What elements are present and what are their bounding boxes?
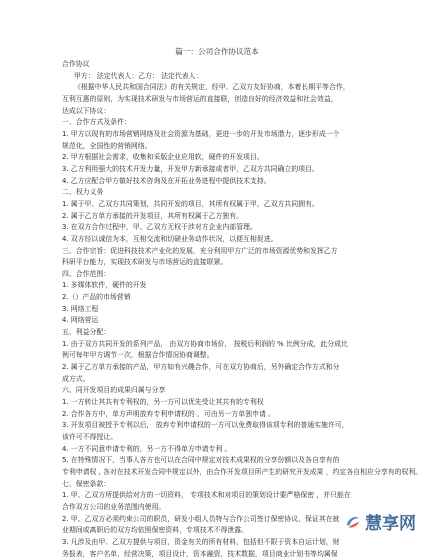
document-line: 成方式。 <box>62 374 90 383</box>
document-line: 五、利益分配： <box>62 328 111 337</box>
document-line: 3. 凡涉及由甲、乙双方提供与项目，资金有关的所有材料，包括但不限于资本自运计划，财 <box>62 537 340 546</box>
swoosh-logo-icon <box>344 513 362 531</box>
document-line: 甲方： 法定代表人：乙方： 法定代表人： <box>74 71 203 80</box>
document-line: 2.（）产品的市场营销 <box>62 293 131 302</box>
document-line: 1. 一方转让其共有专利权的，另一方可以优先受让其共有的专利权 <box>62 398 264 407</box>
document-line: 4. 双方经以诚信为本，互相交流和切磋业务动作状况，以便互相促进。 <box>62 234 278 243</box>
document-line: 2. 合作各方中，单方声明放弃专利申请权的 ，可由另一方单独申请 。 <box>62 409 275 418</box>
document-line: 3. 开发项目被授予专利以后， 放弃专利申请权的一方可以免费取得该项专利的普通实施许可， <box>62 421 349 430</box>
document-line: 该许可不得授让。 <box>62 433 118 441</box>
document-line: 1. 甲、乙双方所提供给对方的一切资料， 专项技术和对项目的策划设计要严格保密 ，并只能在 <box>62 491 351 500</box>
document-line: 2. 属于乙方单方承接的开发项目，其所有权属于乙方独有。 <box>62 211 244 220</box>
document-line: 3. 在双方合作过程中，甲、乙双方无权干涉对方企业内部管理。 <box>62 223 257 232</box>
document-line: 3. 网络工程 <box>62 304 99 313</box>
document-line: 1. 属于甲、乙双方共同策划，共同开发的项目，其所有权属于甲，乙双方共同拥有。 <box>62 199 319 208</box>
document-title: 篇一：公司合作协议范本 <box>175 47 259 56</box>
document-line: 1. 由于双方共同开发的系列产品， 由双方协商市场价， 按税后利润的 % 比例分成，此分成比 <box>62 339 348 348</box>
document-line: 2. 甲、乙双方必须约束公司的职员，研发小组人员特与合作公司签订保密协议，保证其在就 <box>62 514 340 523</box>
document-line: 4. 网络营运 <box>62 316 99 325</box>
document-line: 三、合作宗旨：促进科技技术产业化的发展，充分利用甲方广泛的市场资源优势和发挥乙方 <box>62 246 338 255</box>
document-line: 二、权力义务 <box>62 188 104 197</box>
watermark <box>344 509 416 534</box>
document-line: 1. 甲方以现有的市场营销网络及社会资源为基础，更进一步的开发市场潜力，逐步形成一个 <box>62 129 340 138</box>
document-line: 1. 多媒体软件，硬件的开发 <box>62 281 147 290</box>
document-line: 四、合作范围： <box>62 269 111 278</box>
document-line: 规范化，全国性的营销网络。 <box>62 141 152 150</box>
document-line: 七、保密条款： <box>62 479 111 488</box>
document-line: 合作协议 <box>62 60 90 68</box>
document-line: 4. 一方不同意申请专利的，另一方不得单方申请专利 。 <box>62 444 232 453</box>
document-line: 互利互惠的原则，为实现技术研发与市场营运的直接联，创造良好的经济效益和社会效益， <box>62 94 338 103</box>
document-line: 达成以下协议： <box>62 106 111 115</box>
document-line: 3. 乙方利用强大的技术开发力量，开发甲方新承接或者甲，乙双方共同确立的项目。 <box>62 164 319 173</box>
document-line: 例可每年甲方调节一次，根据合作情况协商调整。 <box>62 351 214 360</box>
document-line: 务报表，客户名单，经营决策，项目设计，资本融资，技术数据，项目商业计划书等均属保 <box>62 549 338 558</box>
document-line: 《根据中华人民共和国合同法》的有关规定，经甲、乙双方友好协商，本着长期平等合作， <box>74 83 350 92</box>
document-line: 一、合作方式及条件： <box>62 118 131 127</box>
watermark-text: 慧享网 <box>365 514 416 534</box>
document-line: 科研平台能力，实现技术研发与市场营运的直接联紧。 <box>62 258 228 267</box>
document-line: 2. 甲方根据社会需求，收集和采版企业应用软，硬件的开发项目。 <box>62 153 264 162</box>
document-line: 业期间或离职后的双方均依照保密资料，专项技术不得泄露。 <box>62 526 249 535</box>
document-line: 六、同开发项目的成果归属与分享 <box>62 386 166 395</box>
document-line: 专利申请权 , 各对在技术开发合同中规定以外，由合作开发项目所产生的研究开发成果 ，约定各自相应分享有的权利。 <box>62 467 422 476</box>
document-line: 5. 在特殊情况下，当事人各方也可以在合同中规定对技术成果权的分享份额以及各自享有的 <box>62 456 340 465</box>
document-line: 4. 乙方应配合甲方做好技术咨询及在开拓业务进程中提供技术支持。 <box>62 176 271 185</box>
document-line: 2. 属于乙方单方承接的产品，甲方如有兴趣合作，可在双方协商后，另外确定合作方式和分 <box>62 363 340 372</box>
document-line: 合作双方公司的业务范围内使用。 <box>62 502 166 511</box>
